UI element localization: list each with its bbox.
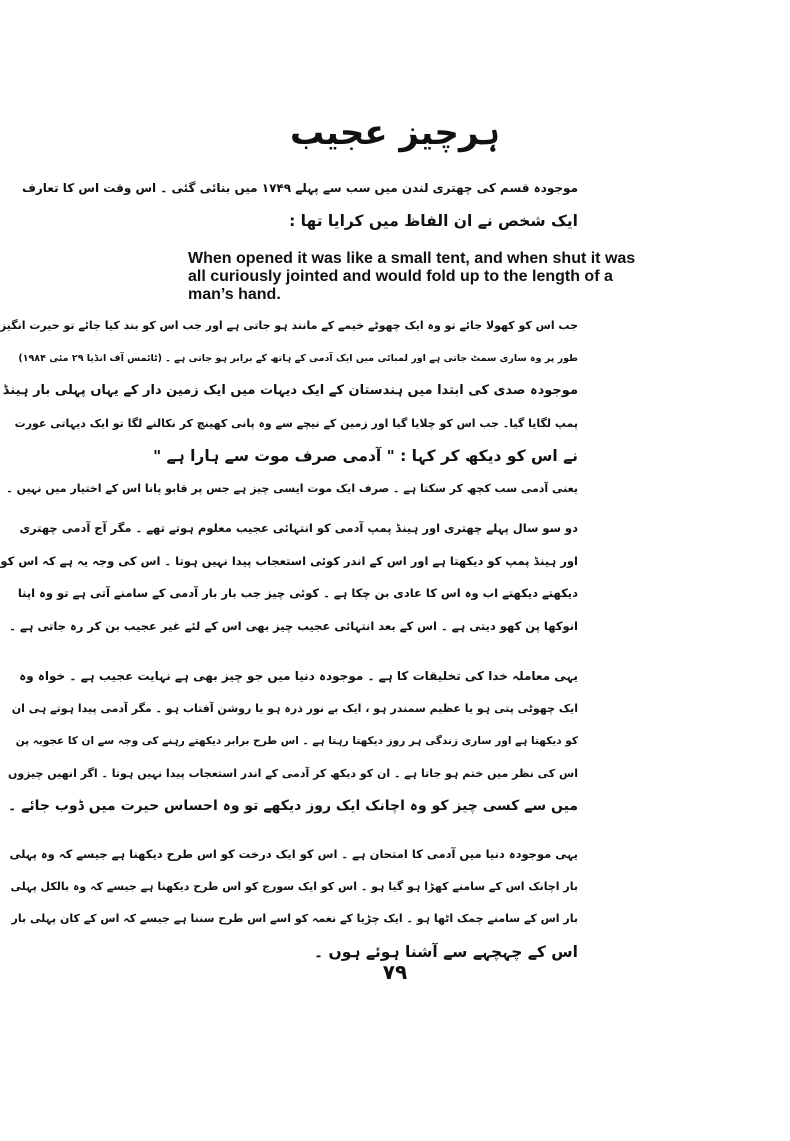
paragraph-creations <box>0 660 578 823</box>
page-number: ۷۹ <box>382 960 408 984</box>
text-line: جب اس کو کھولا جائے تو وہ ایک چھوٹے خیمے کے مانند ہو جاتی ہے اور جب اس کو بند کیا جائے تو حیرت انگیز <box>0 319 578 332</box>
text-line: یہی معاملہ خدا کی تخلیقات کا ہے ۔ موجودہ دنیا میں جو چیز بھی ہے نہایت عجیب ہے ۔ خواہ وہ <box>19 669 578 683</box>
text-line: دیکھتے دیکھتے اب وہ اس کا عادی بن چکا ہے ۔ کوئی چیز جب بار بار آدمی کے سامنے آتی ہے تو وہ اپنا <box>17 586 578 600</box>
text-line: اور ہینڈ پمپ کو دیکھتا ہے اور اس کے اندر کوئی استعجاب پیدا نہیں ہوتا ۔ اس کی وجہ یہ ہے کہ اس کو <box>0 553 578 568</box>
quote-line: man’s hand. <box>188 286 281 303</box>
paragraph-test <box>0 838 578 968</box>
text-line: موجودہ صدی کی ابتدا میں ہندستان کے ایک دیہات میں ایک زمین دار کے یہاں پہلی بار ہینڈ <box>2 383 578 398</box>
text-line: موجودہ قسم کی چھتری لندن میں سب سے پہلے ۱۷۴۹ میں بنائی گئی ۔ اس وقت اس کا تعارف <box>21 181 578 195</box>
text-line: اس کے چہچہے سے آشنا ہوئے ہوں ۔ <box>314 942 578 961</box>
quote-line: When opened it was like a small tent, and when shut it was <box>188 250 636 267</box>
english-quote <box>188 250 636 304</box>
text-line: کو دیکھتا ہے اور ساری زندگی ہر روز دیکھتا رہتا ہے ۔ اس طرح برابر دیکھتے رہنے کی وجہ سے ان کا عجوبہ پن <box>15 735 578 747</box>
text-line: نے اس کو دیکھ کر کہا : " آدمی صرف موت سے ہارا ہے " <box>153 447 578 465</box>
paragraph-umbrella-handpump <box>0 310 578 505</box>
text-line: یعنی آدمی سب کچھ کر سکتا ہے ۔ صرف ایک موت ایسی چیز ہے جس پر قابو پانا اس کے اختیار میں نہیں ۔ <box>6 481 578 495</box>
paragraph-intro <box>0 172 578 237</box>
text-line: یہی موجودہ دنیا میں آدمی کا امتحان ہے ۔ اس کو ایک درخت کو اس طرح دیکھنا ہے جیسے کہ وہ پہلی <box>9 847 578 861</box>
text-line: دو سو سال پہلے چھتری اور ہینڈ پمپ آدمی کو انتہائی عجیب معلوم ہوتے تھے ۔ مگر آج آدمی چھتری <box>19 521 578 535</box>
text-line: اس کی نظر میں ختم ہو جاتا ہے ۔ ان کو دیکھ کر آدمی کے اندر استعجاب پیدا نہیں ہوتا ۔ اگر انھیں چیزوں <box>7 766 578 780</box>
text-line: پمپ لگایا گیا۔ جب اس کو چلایا گیا اور زمین کے نیچے سے وہ پانی کھینچ کر نکالنے لگا تو ایک دیہاتی عورت <box>14 416 578 430</box>
paragraph-habituation <box>0 512 578 642</box>
text-line: بار اس کے سامنے چمک اٹھا ہو ۔ ایک چڑیا کے نغمہ کو اسے اس طرح سننا ہے جیسے کہ اس کے کان پہلی بار <box>11 912 578 925</box>
text-line: طور پر وہ ساری سمٹ جاتی ہے اور لمبائی میں ایک آدمی کے ہاتھ کے برابر ہو جاتی ہے ۔ (ٹائمس آف انڈیا ۲۹ مئی ۱۹۸۴) <box>18 352 578 364</box>
text-line: میں سے کسی چیز کو وہ اچانک ایک روز دیکھے تو وہ احساس حیرت میں ڈوب جائے ۔ <box>8 798 578 814</box>
text-line: ایک شخص نے ان الفاظ میں کرایا تھا : <box>289 211 578 230</box>
text-line: ایک چھوٹی پتی ہو یا عظیم سمندر ہو ، ایک بے نور ذرہ ہو یا روشن آفتاب ہو ۔ مگر آدمی پیدا ہوتے ہی ان <box>11 701 578 715</box>
text-line: انوکھا پن کھو دیتی ہے ۔ اس کے بعد انتہائی عجیب چیز بھی اس کے لئے غیر عجیب بن کر رہ جاتی ہے ۔ <box>9 618 578 633</box>
page-title: ہرچیز عجیب <box>289 113 501 153</box>
text-line: بار اچانک اس کے سامنے کھڑا ہو گیا ہو ۔ اس کو ایک سورج کو اس طرح دیکھنا ہے جیسے کہ وہ بالکل پہلی <box>10 879 578 893</box>
quote-line: all curiously jointed and would fold up to the length of a <box>188 268 613 285</box>
